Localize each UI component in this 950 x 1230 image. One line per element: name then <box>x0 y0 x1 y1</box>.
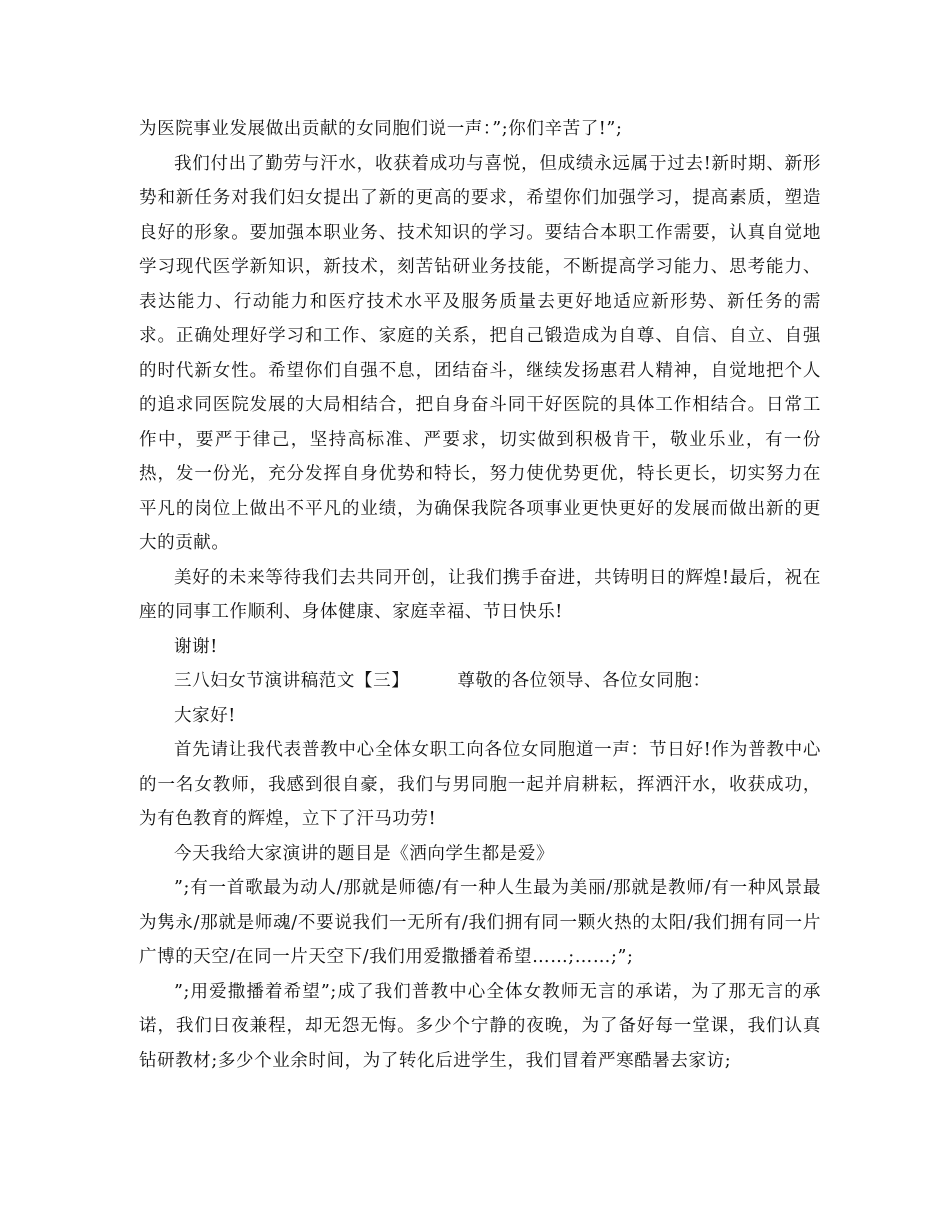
paragraph-poem: ”;有一首歌最为动人/那就是师德/有一种人生最为美丽/那就是教师/有一种风景最为隽永/那就是师魂/不要说我们一无所有/我们拥有同一颗火热的太阳/我们拥有同一片广博的天空/在同一片天空下/我们用爱撒播着希望……;……;”; <box>139 878 821 967</box>
document-body <box>139 112 821 1078</box>
paragraph-learning: 我们付出了勤劳与汗水，收获着成功与喜悦，但成绩永远属于过去!新时期、新形势和新任务对我们妇女提出了新的更高的要求，希望你们加强学习，提高素质，塑造良好的形象。要加强本职业务、技术知识的学习。要结合本职工作需要，认真自觉地学习现代医学新知识，新技术，刻苦钻研业务技能，不断提高学习能力、思考能力、表达能力、行动能力和医疗技术水平及服务质量去更好地适应新形势、新任务的需求。正确处理好学习和工作、家庭的关系，把自己锻造成为自尊、自信、自立、自强的时代新女性。希望你们自强不息，团结奋斗，继续发扬惠君人精神，自觉地把个人的追求同医院发展的大局相结合，把自身奋斗同干好医院的具体工作相结合。日常工作中，要严于律己，坚持高标准、严要求，切实做到积极肯干，敬业乐业，有一份热，发一份光，充分发挥自身优势和特长，努力使优势更优，特长更长，切实努力在平凡的岗位上做出不平凡的业绩，为确保我院各项事业更快更好的发展而做出新的更大的贡献。 <box>139 153 821 553</box>
paragraph-intro: 为医院事业发展做出贡献的女同胞们说一声：”;你们辛苦了!”; <box>139 119 623 139</box>
section-heading <box>139 664 821 699</box>
paragraph-future: 美好的未来等待我们去共同开创，让我们携手奋进，共铸明日的辉煌!最后，祝在座的同事工作顺利、身体健康、家庭幸福、节日快乐! <box>139 567 821 622</box>
section-title: 三八妇女节演讲稿范文【三】 <box>174 671 410 691</box>
section-greeting: 尊敬的各位领导、各位女同胞： <box>457 671 711 691</box>
paragraph-promise: ”;用爱撒播着希望”;成了我们普教中心全体女教师无言的承诺，为了那无言的承诺，我们日夜兼程，却无怨无悔。多少个宁静的夜晚，为了备好每一堂课，我们认真钻研教材;多少个业余时间，为了转化后进学生，我们冒着严寒酷暑去家访; <box>139 981 821 1071</box>
paragraph-topic: 今天我给大家演讲的题目是《洒向学生都是爱》 <box>174 843 555 864</box>
paragraph-greeting: 首先请让我代表普教中心全体女职工向各位女同胞道一声：节日好!作为普教中心的一名女教师，我感到很自豪，我们与男同胞一起并肩耕耘，挥洒汗水，收获成功，为有色教育的辉煌，立下了汗马功劳! <box>139 740 821 829</box>
paragraph-hello: 大家好! <box>174 705 236 726</box>
paragraph-thanks: 谢谢! <box>174 636 218 657</box>
